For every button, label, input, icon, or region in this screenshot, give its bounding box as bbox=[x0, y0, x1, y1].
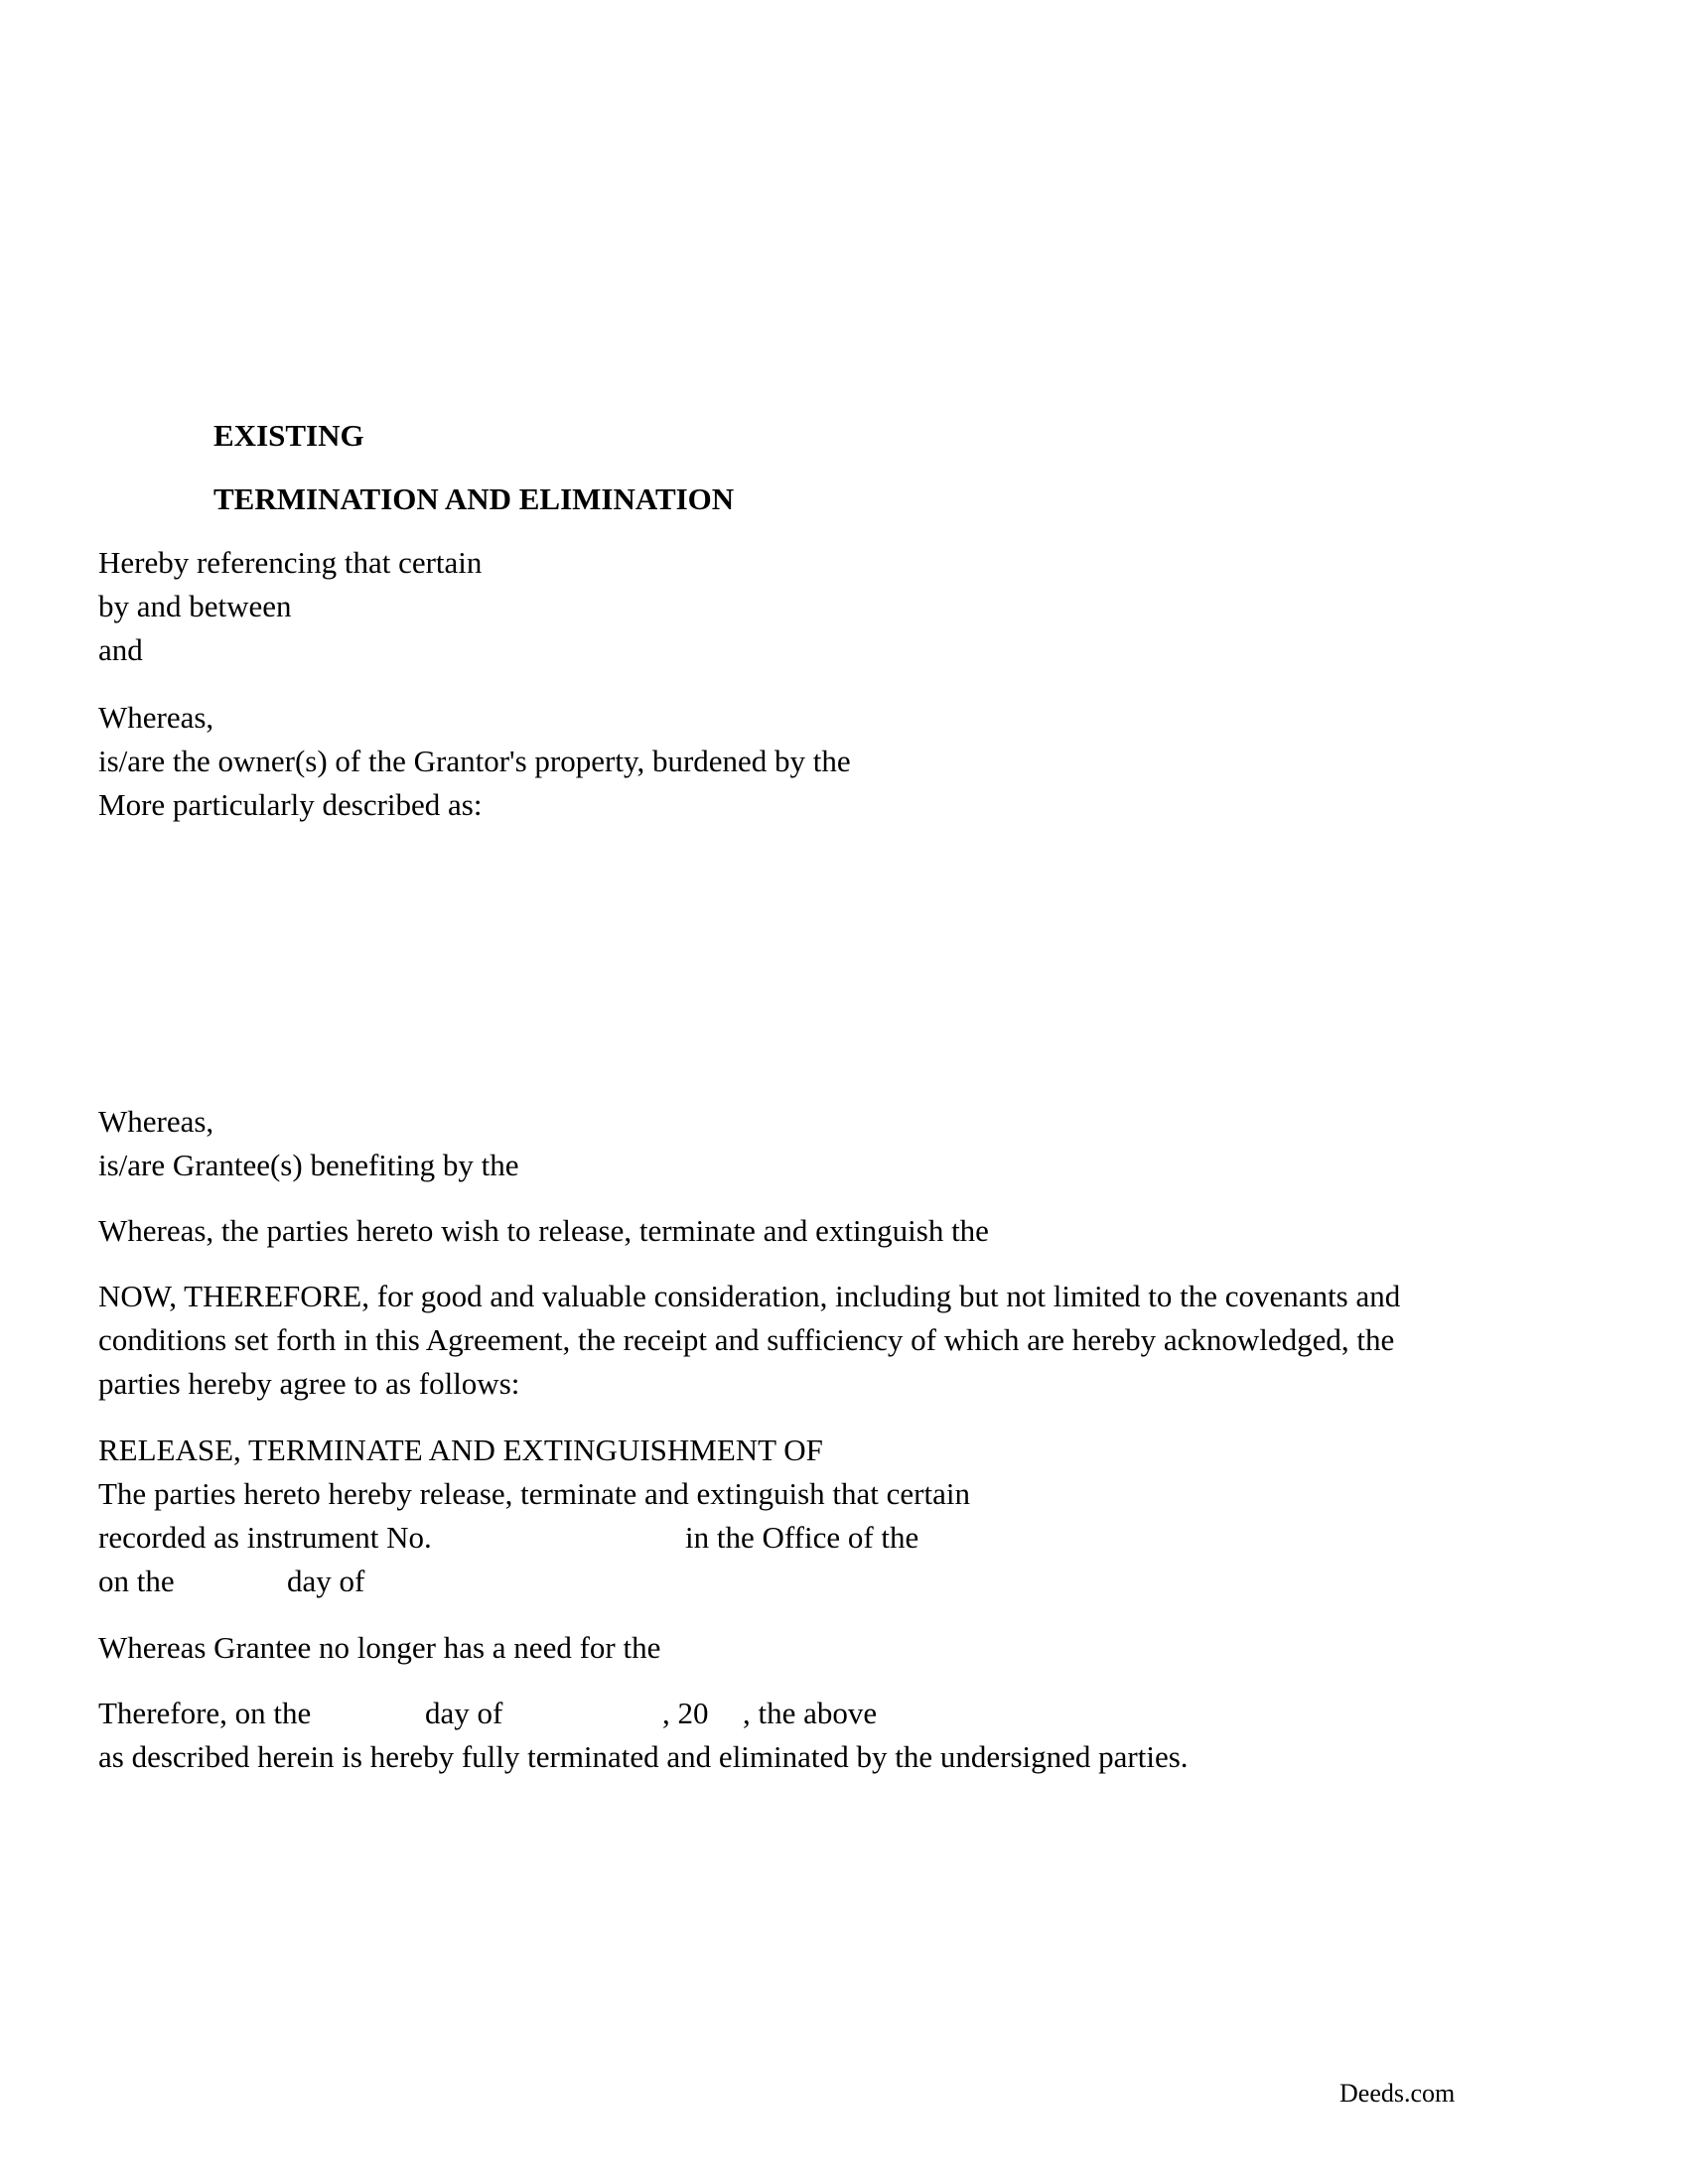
release-line-2-start: recorded as instrument No. bbox=[98, 1520, 432, 1555]
whereas-1-line-1: Whereas, bbox=[98, 700, 214, 735]
whereas-4: Whereas Grantee no longer has a need for the bbox=[98, 1630, 661, 1665]
heading-termination: TERMINATION AND ELIMINATION bbox=[213, 481, 735, 516]
heading-existing: EXISTING bbox=[213, 418, 364, 453]
whereas-2-line-1: Whereas, bbox=[98, 1104, 214, 1139]
now-therefore-line-3: parties hereby agree to as follows: bbox=[98, 1366, 520, 1401]
therefore-segment-4: , the above bbox=[743, 1696, 878, 1730]
therefore-segment-2: day of bbox=[425, 1696, 503, 1730]
now-therefore-line-2: conditions set forth in this Agreement, the receipt and sufficiency of which are hereby acknowledged, the bbox=[98, 1322, 1395, 1357]
whereas-3: Whereas, the parties hereto wish to release, terminate and extinguish the bbox=[98, 1213, 989, 1248]
therefore-line-2: as described herein is hereby fully terminated and eliminated by the undersigned parties. bbox=[98, 1739, 1189, 1774]
release-heading: RELEASE, TERMINATE AND EXTINGUISHMENT OF bbox=[98, 1433, 823, 1467]
ref-line-2: by and between bbox=[98, 589, 292, 623]
ref-line-3: and bbox=[98, 632, 143, 667]
release-line-3-end: day of bbox=[287, 1564, 365, 1598]
release-line-3-start: on the bbox=[98, 1564, 175, 1598]
therefore-segment-3: , 20 bbox=[662, 1696, 709, 1730]
whereas-2-line-2: is/are Grantee(s) benefiting by the bbox=[98, 1148, 519, 1182]
whereas-1-line-3: More particularly described as: bbox=[98, 787, 483, 822]
release-line-1: The parties hereto hereby release, terminate and extinguish that certain bbox=[98, 1476, 970, 1511]
ref-line-1: Hereby referencing that certain bbox=[98, 545, 483, 580]
release-line-2-end: in the Office of the bbox=[685, 1520, 919, 1555]
now-therefore-line-1: NOW, THEREFORE, for good and valuable consideration, including but not limited to the covenants and bbox=[98, 1279, 1401, 1313]
footer-brand: Deeds.com bbox=[1339, 2079, 1456, 2108]
whereas-1-line-2: is/are the owner(s) of the Grantor's property, burdened by the bbox=[98, 744, 851, 778]
therefore-segment-1: Therefore, on the bbox=[98, 1696, 312, 1730]
